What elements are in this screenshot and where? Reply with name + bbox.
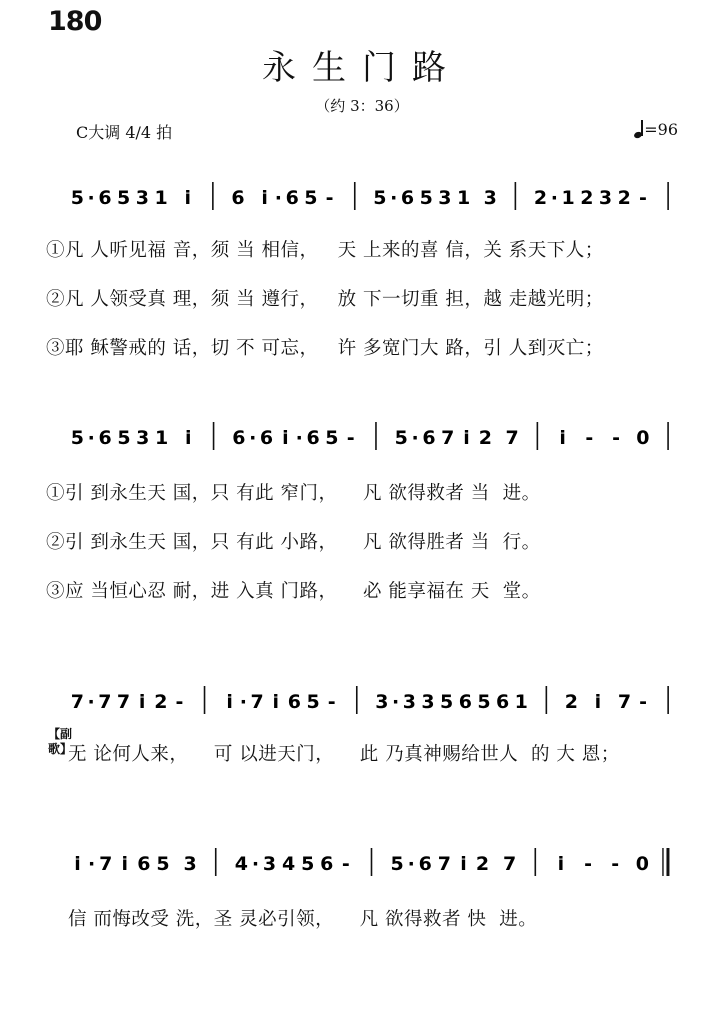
note: 1 — [154, 187, 168, 209]
note: 7 — [617, 691, 632, 713]
note: 0 — [635, 853, 649, 875]
dot-mark: · — [274, 187, 282, 209]
note: 3 — [136, 427, 150, 449]
note: i — [184, 187, 191, 209]
note: 6 — [232, 427, 246, 449]
note: 5 — [301, 853, 315, 875]
lyric-verse1-line1: ①凡 人听见福 音，须 当 相信， 天 上来的喜 信，关 系天下人； — [46, 240, 604, 261]
note: 7 — [505, 427, 519, 449]
note: 5 — [325, 427, 339, 449]
note: 6 — [285, 187, 299, 209]
note: 3 — [598, 187, 613, 209]
note: i — [261, 187, 268, 209]
note: 6 — [422, 427, 436, 449]
note: 5 — [419, 187, 433, 209]
note: i — [226, 691, 233, 713]
lyric-verse2-line1: ②凡 人领受真 理，须 当 遵行， 放 下一切重 担，越 走越光明； — [46, 289, 604, 310]
note: 5 — [477, 691, 491, 713]
notation-line-4 — [64, 848, 684, 878]
note: 6 — [98, 187, 112, 209]
note: i — [594, 691, 602, 713]
note: - — [611, 853, 620, 875]
note: 5 — [390, 853, 404, 875]
note: 6 — [259, 427, 274, 449]
note: 6 — [231, 187, 245, 209]
note: 3 — [183, 853, 197, 875]
note: 2 — [533, 187, 548, 209]
note: 7 — [437, 853, 451, 875]
note: 5 — [117, 187, 131, 209]
note: i — [559, 427, 566, 449]
note: 6 — [320, 853, 334, 875]
note: i — [463, 427, 470, 449]
note: 7 — [70, 691, 84, 713]
hymn-number: 180 — [48, 6, 102, 37]
note: 3 — [262, 853, 277, 875]
notation-line-2 — [64, 422, 684, 452]
note: i — [121, 853, 129, 875]
note: - — [584, 853, 593, 875]
note: 6 — [418, 853, 432, 875]
dot-mark: · — [88, 853, 96, 875]
note: 3 — [483, 187, 497, 209]
notation-line-3 — [64, 686, 684, 716]
lyric-verse1-line2: ①引 到永生天 国，只 有此 窄门， 凡 欲得救者 当 进。 — [46, 483, 541, 504]
dot-mark: · — [390, 187, 398, 209]
note: 7 — [441, 427, 455, 449]
hymn-title: 永生门路 — [262, 48, 462, 88]
dot-mark: · — [411, 427, 419, 449]
dot-mark: · — [87, 427, 95, 449]
note: i — [557, 853, 565, 875]
jianpu-notation-2 — [64, 422, 684, 454]
note: i — [460, 853, 467, 875]
note: 6 — [458, 691, 472, 713]
note: - — [175, 691, 184, 713]
note: 3 — [402, 691, 416, 713]
note: 4 — [234, 853, 248, 875]
note: 2 — [617, 187, 631, 209]
note: 3 — [421, 691, 435, 713]
notation-line-1 — [64, 182, 684, 212]
note: - — [639, 187, 647, 209]
note: - — [341, 853, 350, 875]
note: 2 — [564, 691, 579, 713]
note: - — [585, 427, 594, 449]
dot-mark: · — [87, 691, 95, 713]
note: 5 — [440, 691, 454, 713]
note: 5 — [373, 187, 387, 209]
note: 5 — [304, 187, 318, 209]
lyric-chorus-line1: 无 论何人来， 可 以进天门， 此 乃真神赐给世人 的 大 恩； — [68, 744, 620, 765]
note: 5 — [117, 427, 131, 449]
note: i — [74, 853, 81, 875]
note: 1 — [154, 427, 169, 449]
note: 1 — [457, 187, 471, 209]
note: 5 — [156, 853, 170, 875]
note: 6 — [98, 427, 112, 449]
note: 5 — [306, 691, 320, 713]
note: 7 — [99, 853, 113, 875]
dot-mark: · — [407, 853, 415, 875]
dot-mark: · — [295, 427, 303, 449]
note: 6 — [287, 691, 302, 713]
dot-mark: · — [239, 691, 247, 713]
dot-mark: · — [87, 187, 95, 209]
note: - — [325, 187, 334, 209]
note: 6 — [496, 691, 510, 713]
note: 3 — [438, 187, 452, 209]
jianpu-notation-3 — [64, 686, 684, 718]
note: 5 — [70, 187, 84, 209]
note: 7 — [98, 691, 112, 713]
dot-mark: · — [391, 691, 400, 713]
note: 3 — [135, 187, 150, 209]
note: 0 — [636, 427, 650, 449]
jianpu-notation-4 — [64, 848, 684, 880]
note: 1 — [514, 691, 528, 713]
note: 7 — [250, 691, 264, 713]
scripture-reference: （约 3：36） — [315, 97, 409, 115]
lyric-verse3-line1: ③耶 稣警戒的 话，切 不 可忘， 许 多宽门大 路，引 人到灭亡； — [46, 338, 604, 359]
dot-mark: · — [550, 187, 558, 209]
note: 5 — [394, 427, 408, 449]
note: 6 — [306, 427, 320, 449]
note: - — [612, 427, 621, 449]
note: 7 — [116, 691, 131, 713]
note: 2 — [475, 853, 490, 875]
dot-mark: · — [249, 427, 257, 449]
note: 5 — [70, 427, 85, 449]
note: i — [272, 691, 279, 713]
note: - — [346, 427, 355, 449]
jianpu-notation-1 — [64, 182, 684, 214]
note: 4 — [281, 853, 296, 875]
note: i — [185, 427, 192, 449]
tempo-marking — [634, 120, 678, 139]
chorus-label: 【副歌】 — [48, 727, 73, 756]
lyric-chorus-line2: 信 而悔改受 洗，圣 灵必引领， 凡 欲得救者 快 进。 — [68, 909, 538, 930]
note: 3 — [375, 691, 389, 713]
tempo-value: =96 — [644, 120, 678, 139]
quarter-note-icon — [634, 120, 644, 138]
note: 2 — [154, 691, 168, 713]
note: 2 — [478, 427, 492, 449]
key-signature: C大调 4/4 拍 — [76, 123, 173, 142]
note: 1 — [561, 187, 575, 209]
dot-mark: · — [251, 853, 260, 875]
note: 6 — [137, 853, 151, 875]
note: - — [327, 691, 336, 713]
lyric-verse2-line2: ②引 到永生天 国，只 有此 小路， 凡 欲得胜者 当 行。 — [46, 532, 541, 553]
lyric-verse3-line2: ③应 当恒心忍 耐，进 入真 门路， 必 能享福在 天 堂。 — [46, 581, 541, 602]
note: 2 — [580, 187, 594, 209]
note: 6 — [400, 187, 415, 209]
note: 7 — [503, 853, 517, 875]
note: i — [282, 427, 289, 449]
note: i — [138, 691, 146, 713]
note: - — [639, 691, 648, 713]
